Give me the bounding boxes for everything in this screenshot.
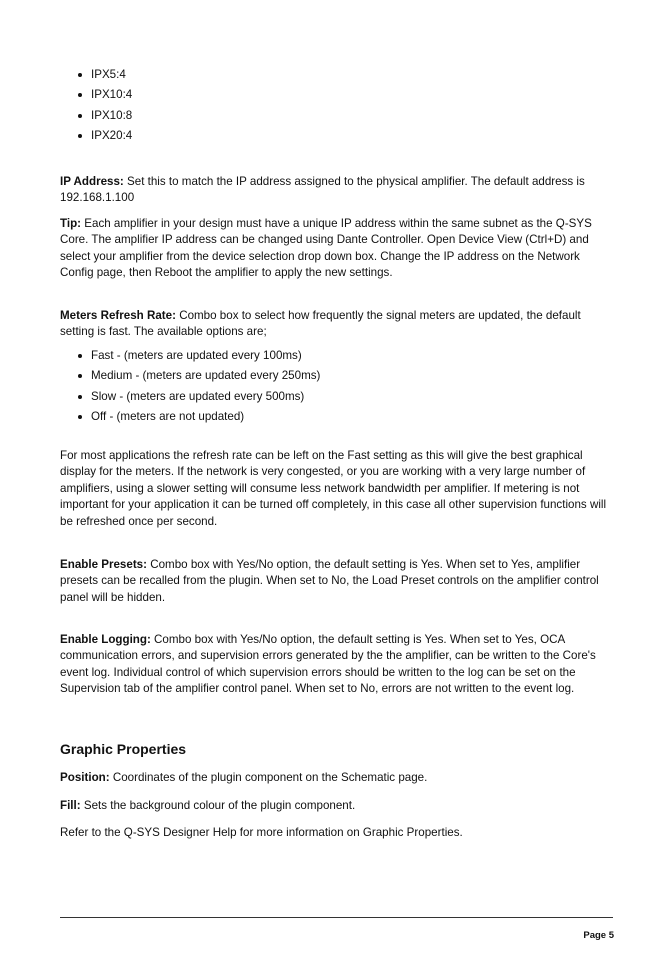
- list-item: IPX20:4: [60, 126, 612, 146]
- bullet-icon: [78, 134, 82, 138]
- meters-term: Meters Refresh Rate:: [60, 309, 176, 322]
- bullet-icon: [78, 73, 82, 77]
- list-item: Medium - (meters are updated every 250ms): [60, 366, 612, 386]
- meters-paragraph: [60, 308, 612, 341]
- logging-text: Combo box with Yes/No option, the default setting is Yes. When set to Yes, OCA communication errors, and supervision errors generated by the the amplifier, can be written to the Core's event log. Individual control of which supervision errors should be written to the log can be set on the Supervision tab of the amplifier control panel. When set to No, errors are not written to the event log.: [60, 633, 596, 696]
- ip-address-term: IP Address:: [60, 175, 124, 188]
- logging-term: Enable Logging:: [60, 633, 151, 646]
- fill-paragraph: [60, 798, 612, 814]
- bullet-icon: [78, 354, 82, 358]
- meters-note-paragraph: For most applications the refresh rate can be left on the Fast setting as this will give the best graphical display for the meters. If the network is very congested, or you are working with a very large number of amplifiers, using a slower setting will consume less network bandwidth per amplifier. If metering is not important for your application it can be turned off completely, in this case all other supervision functions will be refreshed once per second.: [60, 449, 607, 528]
- fill-text: Sets the background colour of the plugin component.: [80, 799, 356, 812]
- meters-options-list: [60, 346, 612, 427]
- bullet-icon: [78, 114, 82, 118]
- footer-divider: [60, 917, 613, 918]
- bullet-icon: [78, 415, 82, 419]
- amplifier-model-list: [60, 65, 612, 146]
- tip-text: Each amplifier in your design must have a unique IP address within the same subnet as the Q-SYS Core. The amplifier IP address can be changed using Dante Controller. Open Device View (Ctrl+D) and select your amplifier from the device selection drop down box. Change the IP address on the Network Config page, then Reboot the amplifier to apply the new settings.: [60, 217, 592, 280]
- ip-address-text: Set this to match the IP address assigned to the physical amplifier. The default address is 192.168.1.100: [60, 175, 585, 205]
- ip-address-paragraph: [60, 174, 612, 207]
- list-item: IPX5:4: [60, 65, 612, 85]
- presets-paragraph: [60, 557, 612, 606]
- bullet-icon: [78, 395, 82, 399]
- list-item: IPX10:8: [60, 106, 612, 126]
- list-item: IPX10:4: [60, 85, 612, 105]
- page-number: Page 5: [583, 930, 614, 941]
- meters-text: Combo box to select how frequently the signal meters are updated, the default setting is fast. The available options are;: [60, 309, 581, 339]
- position-paragraph: [60, 770, 612, 786]
- position-term: Position:: [60, 771, 110, 784]
- position-text: Coordinates of the plugin component on the Schematic page.: [109, 771, 428, 784]
- list-item: Slow - (meters are updated every 500ms): [60, 387, 612, 407]
- presets-term: Enable Presets:: [60, 558, 147, 571]
- graphic-properties-heading: Graphic Properties: [60, 741, 187, 757]
- fill-term: Fill:: [60, 799, 81, 812]
- bullet-icon: [78, 374, 82, 378]
- presets-text: Combo box with Yes/No option, the default setting is Yes. When set to Yes, amplifier presets can be recalled from the plugin. When set to No, the Load Preset controls on the amplifier control panel will be hidden.: [60, 558, 599, 604]
- bullet-icon: [78, 93, 82, 97]
- logging-paragraph: [60, 632, 612, 698]
- refer-paragraph: Refer to the Q-SYS Designer Help for more information on Graphic Properties.: [60, 826, 463, 839]
- tip-term: Tip:: [60, 217, 82, 230]
- list-item: Fast - (meters are updated every 100ms): [60, 346, 612, 366]
- tip-paragraph: [60, 216, 612, 282]
- list-item: Off - (meters are not updated): [60, 407, 612, 427]
